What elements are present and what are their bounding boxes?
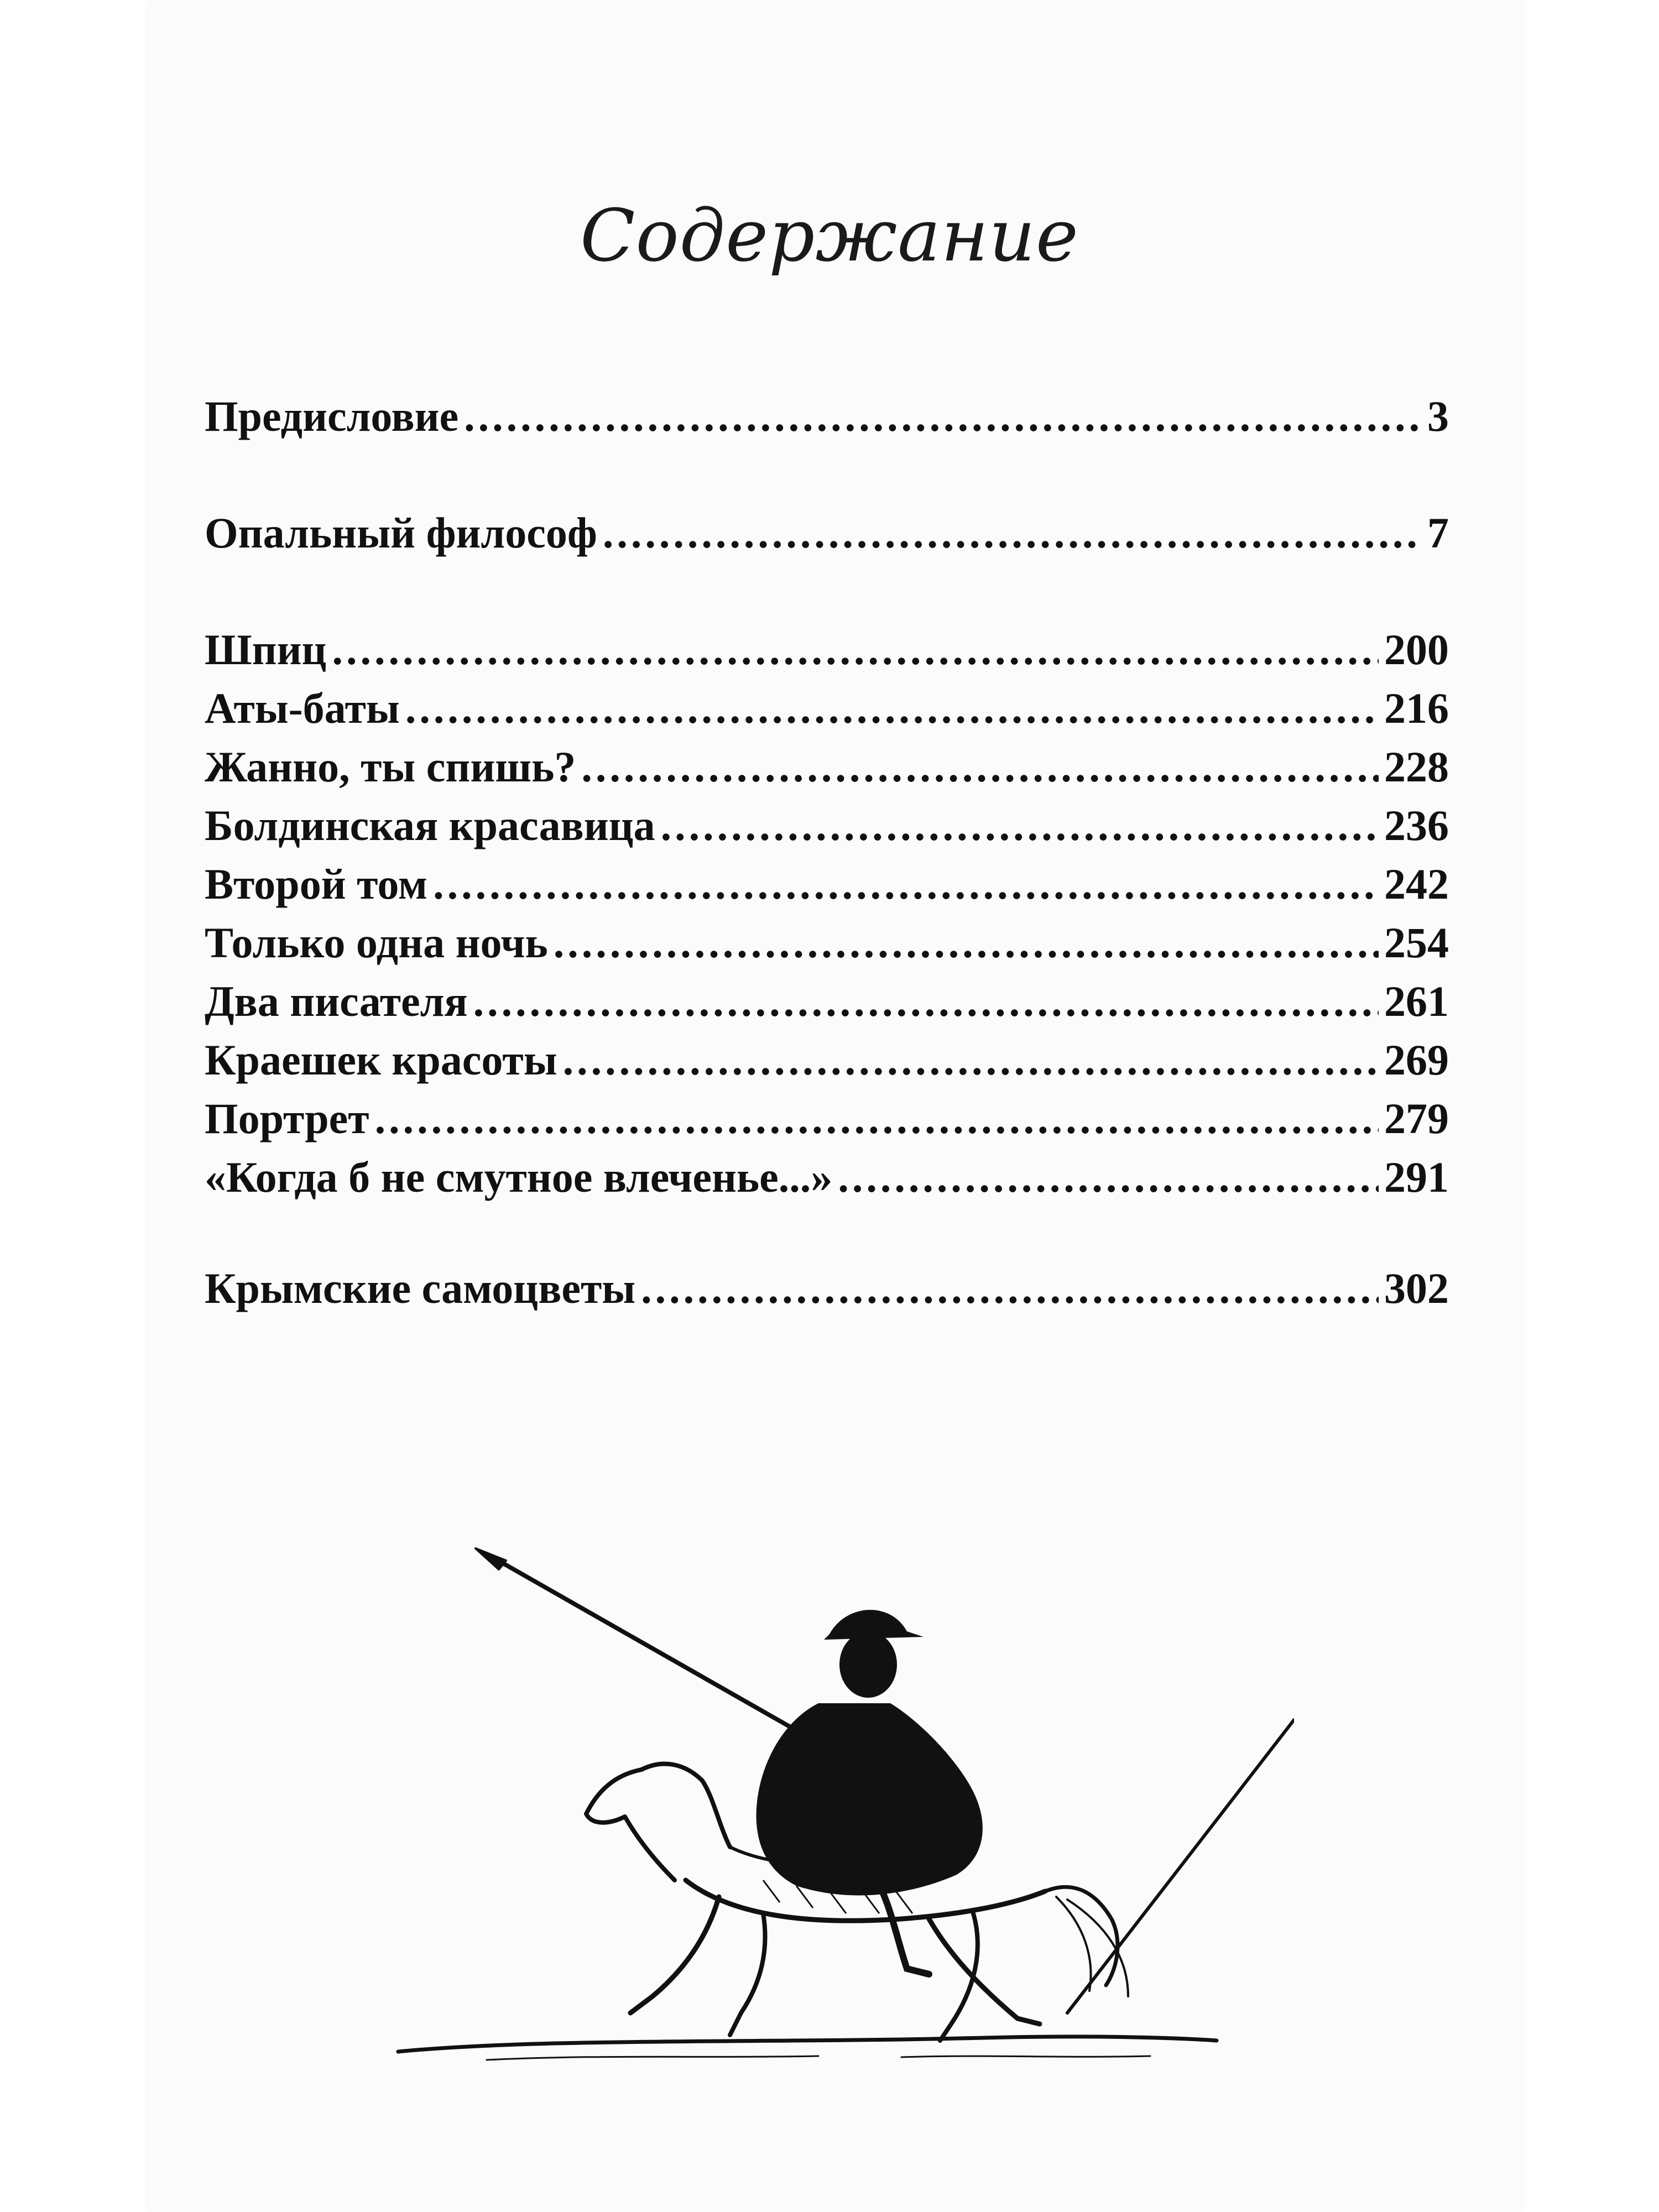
toc-entry-label: Только одна ночь xyxy=(205,919,548,967)
toc-leader-dots xyxy=(464,387,1422,446)
toc-entry-label: Предисловие xyxy=(205,392,459,440)
toc-leader-dots xyxy=(563,1031,1379,1089)
toc-entry-label: Болдинская красавица xyxy=(205,801,655,849)
toc-entry-boldinskaya xyxy=(205,796,1449,855)
toc-leader-dots xyxy=(332,620,1379,679)
toc-entry-label: «Когда б не смутное влеченье...» xyxy=(205,1153,833,1201)
toc-entry-page: 279 xyxy=(1384,1094,1449,1142)
toc-entry-zhanno xyxy=(205,738,1449,796)
toc-entry-page: 236 xyxy=(1384,801,1449,849)
page-title: Содержание xyxy=(580,194,1079,278)
toc-entry-page: 228 xyxy=(1384,743,1449,791)
toc-entry-page: 3 xyxy=(1427,392,1449,440)
toc-entry-page: 7 xyxy=(1427,509,1449,557)
toc-entry-portret xyxy=(205,1089,1449,1148)
toc-entry-page: 261 xyxy=(1384,977,1449,1025)
toc-entry-page: 302 xyxy=(1384,1264,1449,1312)
toc-entry-label: Аты-баты xyxy=(205,684,400,732)
toc-entry-page: 291 xyxy=(1384,1153,1449,1201)
toc-entry-page: 242 xyxy=(1384,860,1449,908)
toc-entry-page: 254 xyxy=(1384,919,1449,967)
toc-entry-label: Второй том xyxy=(205,860,428,908)
toc-entry-shpits xyxy=(205,620,1449,679)
toc-entry-label: Портрет xyxy=(205,1094,369,1142)
toc-leader-dots xyxy=(554,914,1379,972)
toc-leader-dots xyxy=(661,796,1379,855)
toc-entry-label: Крымские самоцветы xyxy=(205,1264,636,1312)
rider-illustration xyxy=(376,1537,1294,2101)
toc-entry-kogda-b xyxy=(205,1148,1449,1207)
toc-entry-vtoroy-tom xyxy=(205,855,1449,914)
toc-entry-label: Жанно, ты спишь? xyxy=(205,743,576,791)
toc-entry-opalny-filosof xyxy=(205,504,1449,562)
toc-leader-dots xyxy=(433,855,1379,914)
toc-entry-label: Два писателя xyxy=(205,977,468,1025)
toc-entry-page: 216 xyxy=(1384,684,1449,732)
toc-leader-dots xyxy=(641,1259,1379,1318)
toc-entry-page: 200 xyxy=(1384,625,1449,674)
toc-entry-label: Шпиц xyxy=(205,625,327,674)
toc-entry-kraeshek xyxy=(205,1031,1449,1089)
toc-entry-aty-baty xyxy=(205,679,1449,738)
toc-leader-dots xyxy=(838,1148,1379,1207)
toc-entry-krymskie xyxy=(205,1259,1449,1318)
toc-entry-label: Опальный философ xyxy=(205,509,597,557)
toc-entry-preface xyxy=(205,387,1449,446)
toc-leader-dots xyxy=(603,504,1422,562)
toc-leader-dots xyxy=(405,679,1379,738)
toc-leader-dots xyxy=(473,972,1379,1031)
toc-entry-dva-pisatelya xyxy=(205,972,1449,1031)
toc-leader-dots xyxy=(581,738,1379,796)
toc-leader-dots xyxy=(375,1089,1379,1148)
toc-entry-page: 269 xyxy=(1384,1036,1449,1084)
toc-entry-tolko-odna-noch xyxy=(205,914,1449,972)
toc-entry-label: Краешек красоты xyxy=(205,1036,557,1084)
table-of-contents xyxy=(205,387,1449,1318)
